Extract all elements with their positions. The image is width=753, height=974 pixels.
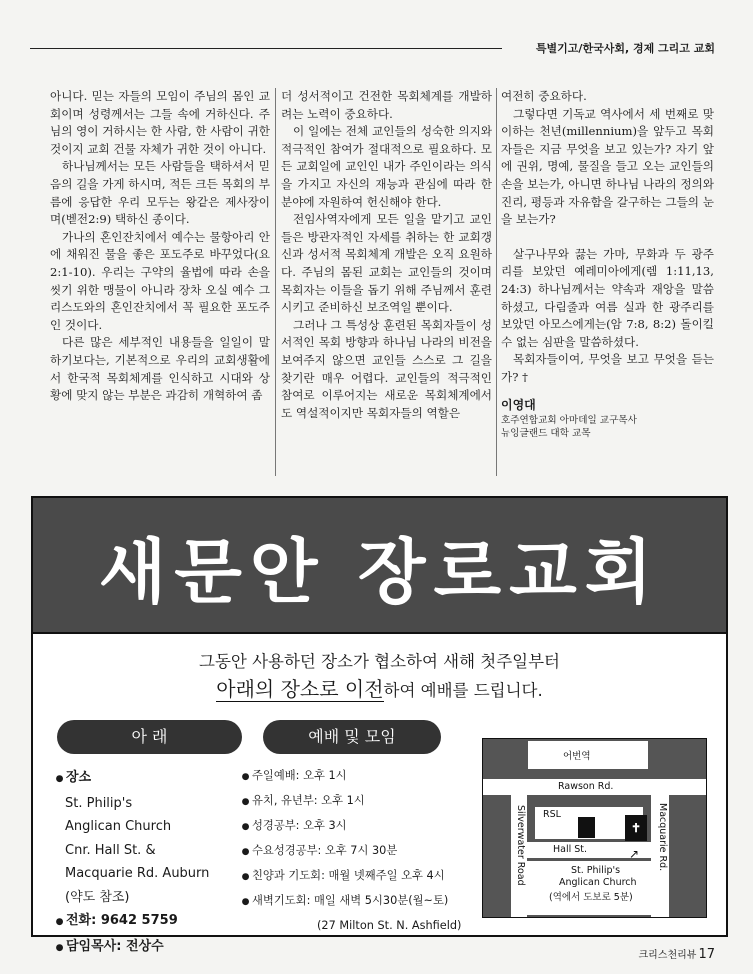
relocation-notice-line1: 그동안 사용하던 장소가 협소하여 새해 첫주일부터: [199, 652, 560, 671]
author-affiliation: 호주연합교회 아마데일 교구목사: [501, 415, 637, 427]
arrow-icon: ↗: [629, 847, 640, 861]
service-item: ● 친양과 기도회: 매월 넷째주일 오후 4시: [241, 864, 461, 889]
address-line: (약도 참조): [65, 889, 130, 905]
map-walk-note: (역에서 도보로 5분): [549, 892, 633, 903]
address-line: Anglican Church: [65, 819, 172, 834]
church-name-title: 새문안 장로교회: [98, 531, 661, 613]
section-header: 특별기고/한국사회, 경제 그리고 교회: [535, 42, 715, 55]
phone-label: 전화:: [66, 913, 101, 928]
paragraph: 더 성서적이고 건전한 목회체계를 개발하려는 노력이 중요하다.: [281, 89, 492, 121]
church-advertisement: [31, 496, 728, 954]
service-item: ● 유치, 유년부: 오후 1시: [241, 789, 461, 814]
bullet-icon: ●: [55, 917, 64, 927]
author-school: 뉴잉글랜드 대학 교목: [501, 428, 591, 440]
header-rule: [30, 48, 502, 49]
bullet-icon: ●: [241, 797, 250, 807]
relocation-notice-line2: [33, 673, 726, 702]
pastor-label: 담임목사:: [66, 938, 126, 954]
bullet-icon: ●: [241, 847, 250, 857]
map-rsl-label: RSL: [543, 809, 561, 820]
pastor-name: 전상수: [125, 938, 164, 954]
map-church-label: St. Philip's: [571, 865, 621, 876]
address-label: 장소: [66, 770, 92, 785]
map-hall-label: Hall St.: [553, 844, 588, 855]
page-footer: [638, 946, 715, 962]
services-footnote: (27 Milton St. N. Ashfield): [317, 919, 462, 932]
article-column-2: [281, 88, 492, 422]
address-heading-pill: 아 래: [57, 720, 242, 754]
article-column-1: [50, 88, 270, 405]
column-divider: [496, 88, 497, 476]
service-item: ● 새벽기도회: 매일 새벽 5시30분(월~토): [241, 889, 461, 914]
magazine-name: 크리스천리뷰: [638, 950, 697, 961]
map-silverwater-label: Silverwater Road: [515, 805, 526, 886]
paragraph: 여전히 중요하다.: [501, 89, 587, 103]
service-item: ● 주일예배: 오후 1시: [241, 764, 461, 789]
bullet-icon: ●: [241, 872, 250, 882]
bullet-icon: ●: [241, 772, 250, 782]
relocation-highlight: 아래의 장소로 이전: [216, 677, 384, 701]
author-block: [501, 397, 714, 441]
paragraph: 그러나 그 특성상 훈련된 목회자들이 성서적인 목회 방향과 하나님 나라의 비전을 보여주지 않으면 교인들 스스로 그 길을 찾기란 매우 어렵다. 교인들의 적극적인 참여로 이루어지는 새로운 목회체계에서도 역설적이지만 목회자들의 역할은: [281, 317, 492, 420]
paragraph: 살구나무와 끓는 가마, 무화과 두 광주리를 보았던 예레미아에게(렘 1:11,13, 24:3) 하나님께서는 약속과 재앙을 말씀하셨고, 다림줄과 여름 실과 한 광주리를 보았던 아모스에게는(암 7:8, 8:2) 돌이킬 수 없는 심판을 말씀하셨다.: [501, 246, 714, 349]
service-item: ● 수요성경공부: 오후 7시 30분: [241, 839, 461, 864]
phone-number: 9642 5759: [100, 913, 178, 928]
address-line: Cnr. Hall St. &: [65, 842, 156, 858]
location-map: [482, 738, 707, 918]
bullet-icon: ●: [241, 897, 250, 907]
bullet-icon: ●: [241, 822, 250, 832]
article-column-3: [501, 88, 714, 440]
paragraph: 전임사역자에게 모든 일을 맡기고 교인들은 방관자적인 자세를 취하는 한 교회갱신과 성서적 목회체계 개발은 오직 요원하다. 주님의 몸된 교회는 교인들의 것이며 목회자는 이들을 돕기 위해 주님께서 훈련시키고 준비하신 보조역일 뿐이다.: [281, 212, 492, 315]
address-block: [55, 766, 209, 960]
bullet-icon: ●: [55, 774, 64, 784]
paragraph: 하나님께서는 모든 사람들을 택하셔서 믿음의 길을 가게 하시며, 적든 크든 목회의 부름에 응답한 우리 모두는 왕같은 제사장이며(벧전2:9) 택하신 종이다.: [50, 159, 270, 227]
paragraph: 그렇다면 기독교 역사에서 세 번째로 맞이하는 천년(millennium)을 앞두고 목회자들은 지금 무엇을 보고 있는가? 자기 앞에 권위, 명예, 물질을 들고 오는 교인들의 손을 보는가, 아니면 하나님 나라의 정의와 진리, 평등과 자유함을 갈구하는 그들의 눈을 보는가?: [501, 106, 714, 227]
address-line: St. Philip's: [65, 795, 133, 811]
paragraph: 아니다. 믿는 자들의 모임이 주님의 몸인 교회이며 성령께서는 그들 속에 거하신다. 주님의 영이 거하시는 한 사람, 한 사람이 귀한 것이지 교회 건물 자체가 귀한 것이 아니다.: [50, 89, 270, 156]
map-macquarie-label: Macquarie Rd.: [657, 803, 668, 872]
relocation-notice-rest: 하여 예배를 드립니다.: [383, 681, 543, 700]
author-name: 이영대: [501, 397, 536, 412]
paragraph: 목회자들이여, 무엇을 보고 무엇을 듣는가? †: [501, 352, 714, 384]
map-station-label: 어번역: [563, 751, 591, 762]
paragraph: 가나의 혼인잔치에서 예수는 물항아리 안에 채워진 물을 좋은 포도주로 바꾸었다(요2:1-10). 우리는 구약의 율법에 따라 손을 씻기 위한 맹물이 아니라 장차 오실 예수 그리스도와의 혼인잔치에서 꼭 필요한 포도주인 것이다.: [50, 229, 270, 332]
church-cross-icon: ✝: [625, 815, 647, 841]
services-list: [241, 764, 461, 938]
services-heading-pill: 예배 및 모임: [263, 720, 441, 754]
page-number: 17: [698, 947, 715, 962]
ad-banner: [33, 498, 726, 634]
column-divider: [275, 88, 276, 476]
address-line: Macquarie Rd. Auburn: [65, 866, 210, 881]
map-rawson-label: Rawson Rd.: [558, 781, 614, 792]
paragraph: 다른 많은 세부적인 내용들을 일일이 말하기보다는, 기본적으로 우리의 교회생활에서 한국적 목회체계를 인식하고 시대와 상황에 맞지 않는 부분은 과감히 개혁하여 좀: [50, 335, 270, 403]
rsl-building-icon: [578, 817, 595, 838]
bullet-icon: ●: [55, 942, 64, 953]
service-item: ● 성경공부: 오후 3시: [241, 814, 461, 839]
map-church-label: Anglican Church: [559, 877, 637, 888]
paragraph: 이 일에는 전체 교인들의 성숙한 의지와 적극적인 참여가 절대적으로 필요하다. 모든 교회일에 교인인 내가 주인이라는 의식을 가지고 자신의 재능과 관심에 따라 한 분야에 자원하여 헌신해야 한다.: [281, 124, 492, 209]
